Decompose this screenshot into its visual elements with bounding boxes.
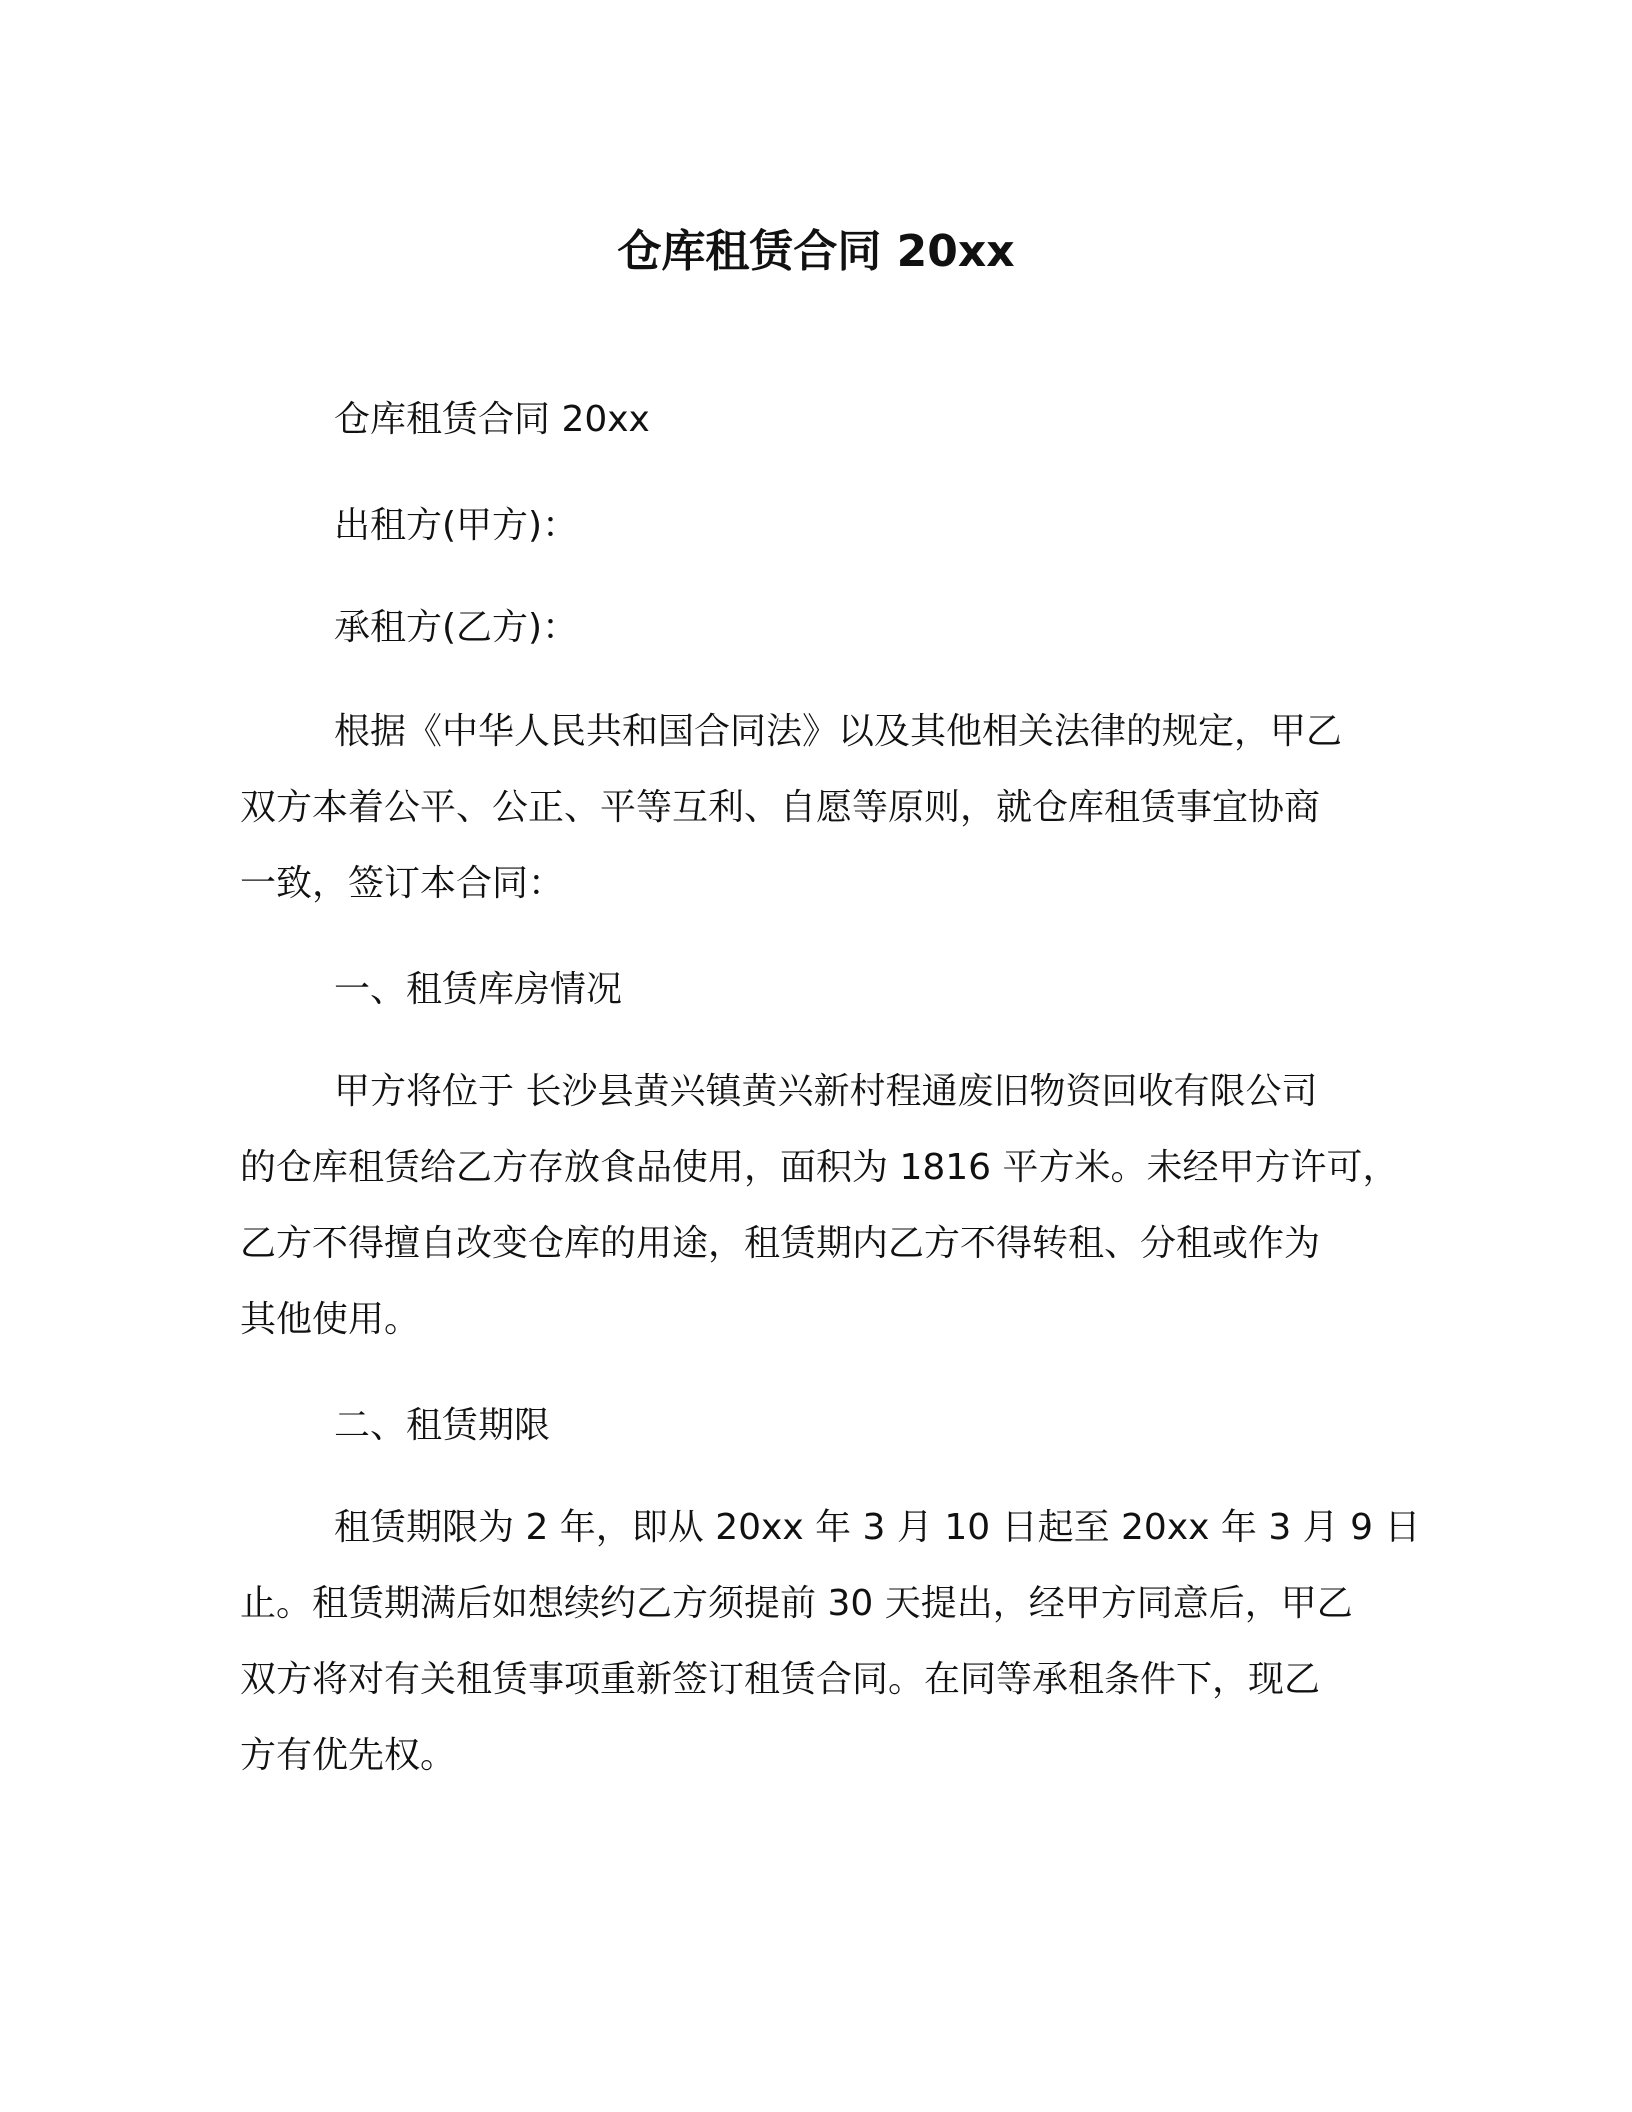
- section1-line: 的仓库租赁给乙方存放食品使用，面积为 1816 平方米。未经甲方许可，: [240, 1147, 1399, 1188]
- section1-line: 乙方不得擅自改变仓库的用途，租赁期内乙方不得转租、分租或作为: [240, 1223, 1321, 1264]
- section2-line: 止。租赁期满后如想续约乙方须提前 30 天提出，经甲方同意后，甲乙: [240, 1583, 1353, 1624]
- party-a-label: 出租方(甲方)：: [334, 505, 579, 546]
- section1-line: 甲方将位于 长沙县黄兴镇黄兴新村程通废旧物资回收有限公司: [334, 1071, 1318, 1112]
- section2-line: 双方将对有关租赁事项重新签订租赁合同。在同等承租条件下，现乙: [240, 1659, 1321, 1700]
- preamble-line: 根据《中华人民共和国合同法》以及其他相关法律的规定，甲乙: [334, 711, 1343, 752]
- document-title: 仓库租赁合同 20xx: [617, 226, 1015, 277]
- preamble-line: 一致，签订本合同：: [240, 863, 565, 904]
- contract-subtitle: 仓库租赁合同 20xx: [334, 399, 650, 440]
- section1-heading: 一、租赁库房情况: [334, 969, 623, 1010]
- section1-line: 其他使用。: [240, 1299, 421, 1340]
- preamble-line: 双方本着公平、公正、平等互利、自愿等原则，就仓库租赁事宜协商: [240, 787, 1321, 828]
- section2-line: 租赁期限为 2 年，即从 20xx 年 3 月 10 日起至 20xx 年 3 月 9 日: [334, 1507, 1421, 1548]
- party-b-label: 承租方(乙方)：: [334, 607, 579, 648]
- section2-heading: 二、租赁期限: [334, 1405, 551, 1446]
- section2-line: 方有优先权。: [240, 1735, 457, 1776]
